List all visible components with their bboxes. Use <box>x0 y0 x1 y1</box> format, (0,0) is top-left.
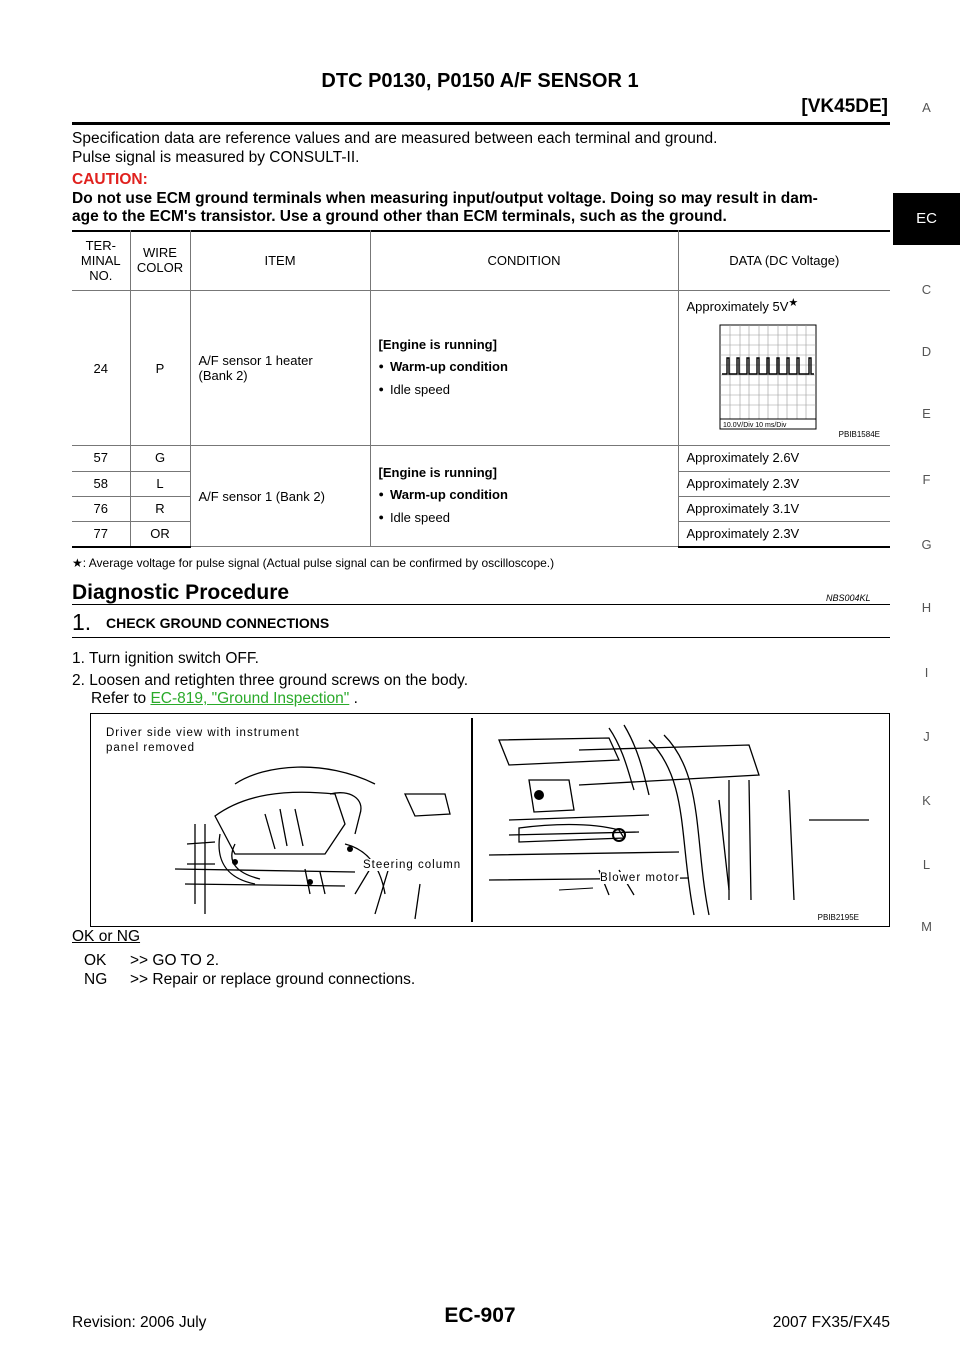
table-row <box>72 291 890 446</box>
caution-line-1: Do not use ECM ground terminals when measuring input/output voltage. Doing so may result in dam- <box>72 190 818 207</box>
intro-line-2: Pulse signal is measured by CONSULT-II. <box>72 149 360 166</box>
cell-terminal: 24 <box>72 291 130 446</box>
sidebar-letter-a[interactable]: A <box>922 100 931 115</box>
th-data: DATA (DC Voltage) <box>678 230 890 291</box>
cell-condition <box>370 291 678 446</box>
table-footnote <box>72 556 554 570</box>
diag-rule <box>72 604 890 605</box>
step-item-1: 1. Turn ignition switch OFF. <box>72 650 259 667</box>
th-terminal-l3: NO. <box>89 267 113 283</box>
condition-bullet-1: ● Warm-up condition <box>379 484 678 507</box>
refer-suffix: . <box>349 690 358 707</box>
scope-fig-id: PBIB1584E <box>838 430 880 439</box>
ng-text: >> Repair or replace ground connections. <box>130 971 416 988</box>
table-row <box>72 446 890 472</box>
refer-prefix: Refer to <box>91 690 151 707</box>
sidebar-letter-e[interactable]: E <box>922 406 931 421</box>
cell-terminal: 77 <box>72 522 130 547</box>
sidebar-letter-g[interactable]: G <box>921 537 932 552</box>
cell-terminal: 58 <box>72 472 130 497</box>
figure-divider <box>471 718 473 922</box>
data-value-text: Approximately 5V <box>686 299 789 314</box>
sidebar-letter-k[interactable]: K <box>922 793 931 808</box>
bolt-markers <box>232 846 353 885</box>
sidebar-letter-m[interactable]: M <box>921 919 932 934</box>
th-wire <box>130 230 190 291</box>
th-terminal-l2: MINAL <box>80 252 121 268</box>
cell-item-group: A/F sensor 1 (Bank 2) <box>190 446 370 547</box>
cell-wire: R <box>130 497 190 522</box>
oscilloscope-figure <box>719 324 817 430</box>
ok-key: OK <box>84 952 107 969</box>
item-line-1: A/F sensor 1 heater <box>198 353 313 368</box>
sidebar-active-ec[interactable]: EC <box>893 193 960 245</box>
figure-id: PBIB2195E <box>817 913 859 922</box>
condition-title: [Engine is running] <box>378 465 497 480</box>
cell-wire: OR <box>130 522 190 547</box>
result-label: OK or NG <box>72 928 141 945</box>
condition-bullet-2: ● Idle speed <box>379 507 678 530</box>
cell-terminal: 57 <box>72 446 130 472</box>
cell-wire: P <box>130 291 190 446</box>
page-title: DTC P0130, P0150 A/F SENSOR 1 <box>321 70 639 92</box>
footer-page-number: EC-907 <box>444 1304 516 1327</box>
star-icon: ★ <box>788 297 799 309</box>
condition-bullet-1: ● Warm-up condition <box>379 356 678 379</box>
step-rule <box>72 637 890 638</box>
steering-column-label: Steering column <box>363 859 462 871</box>
cell-condition-group <box>370 446 678 547</box>
cell-data: Approximately 3.1V <box>678 497 890 522</box>
diag-title: Diagnostic Procedure <box>72 581 290 604</box>
blower-motor-label: Blower motor <box>600 872 680 884</box>
footer-revision: Revision: 2006 July <box>72 1314 207 1331</box>
cell-terminal: 76 <box>72 497 130 522</box>
refer-line <box>91 690 358 708</box>
header-rule <box>72 122 890 125</box>
ground-screw-figure <box>90 713 890 927</box>
caution-label: CAUTION: <box>72 171 148 188</box>
figure-caption-1: Driver side view with instrument <box>106 727 300 739</box>
cell-item <box>190 291 370 446</box>
cell-data <box>678 291 890 446</box>
steering-illustration <box>175 754 467 922</box>
step-item-2: 2. Loosen and retighten three ground screws on the body. <box>72 672 469 689</box>
ng-key: NG <box>84 971 108 988</box>
scope-status-label: 10.0V/Div 10 ms/Div <box>722 422 786 429</box>
cell-wire: L <box>130 472 190 497</box>
star-icon: ★ <box>72 556 83 570</box>
th-wire-l1: WIRE <box>143 245 177 260</box>
leader-line <box>559 888 593 890</box>
cell-data: Approximately 2.3V <box>678 472 890 497</box>
th-terminal-l1: TER- <box>85 237 116 253</box>
figure-caption-2: panel removed <box>106 742 196 754</box>
footnote-text: : Average voltage for pulse signal (Actual pulse signal can be confirmed by oscilloscope.) <box>82 556 555 570</box>
blower-illustration <box>489 720 879 922</box>
condition-bullet-2: ● Idle speed <box>379 379 678 402</box>
cell-data: Approximately 2.6V <box>678 446 890 472</box>
sidebar-letter-h[interactable]: H <box>921 600 932 615</box>
sidebar-letter-i[interactable]: I <box>924 665 929 680</box>
condition-title: [Engine is running] <box>378 337 497 352</box>
th-terminal <box>72 230 130 291</box>
step-title: CHECK GROUND CONNECTIONS <box>106 615 330 631</box>
sidebar-letter-c[interactable]: C <box>921 282 932 297</box>
th-item: ITEM <box>190 230 370 291</box>
sidebar-letter-f[interactable]: F <box>922 472 931 487</box>
diag-code: NBS004KL <box>826 593 871 603</box>
sidebar-letter-j[interactable]: J <box>923 729 930 744</box>
th-condition: CONDITION <box>370 230 678 291</box>
item-line-2: (Bank 2) <box>198 368 248 383</box>
table-header-row <box>72 230 890 291</box>
footer-model: 2007 FX35/FX45 <box>772 1314 890 1331</box>
data-value <box>687 299 891 314</box>
spec-table <box>72 230 890 548</box>
cell-data: Approximately 2.3V <box>678 522 890 547</box>
ground-inspection-link[interactable]: EC-819, "Ground Inspection" <box>150 690 350 707</box>
th-wire-l2: COLOR <box>136 260 184 275</box>
caution-line-2: age to the ECM's transistor. Use a ground other than ECM terminals, such as the ground. <box>72 208 727 225</box>
intro-line-1: Specification data are reference values and are measured between each terminal and ground. <box>72 130 718 147</box>
sidebar-letter-l[interactable]: L <box>922 857 931 872</box>
bolt-icon <box>534 790 544 800</box>
section-tag: [VK45DE] <box>801 96 888 117</box>
step-number: 1. <box>72 609 92 635</box>
cell-wire: G <box>130 446 190 472</box>
sidebar-letter-d[interactable]: D <box>921 344 932 359</box>
ok-text: >> GO TO 2. <box>130 952 220 969</box>
